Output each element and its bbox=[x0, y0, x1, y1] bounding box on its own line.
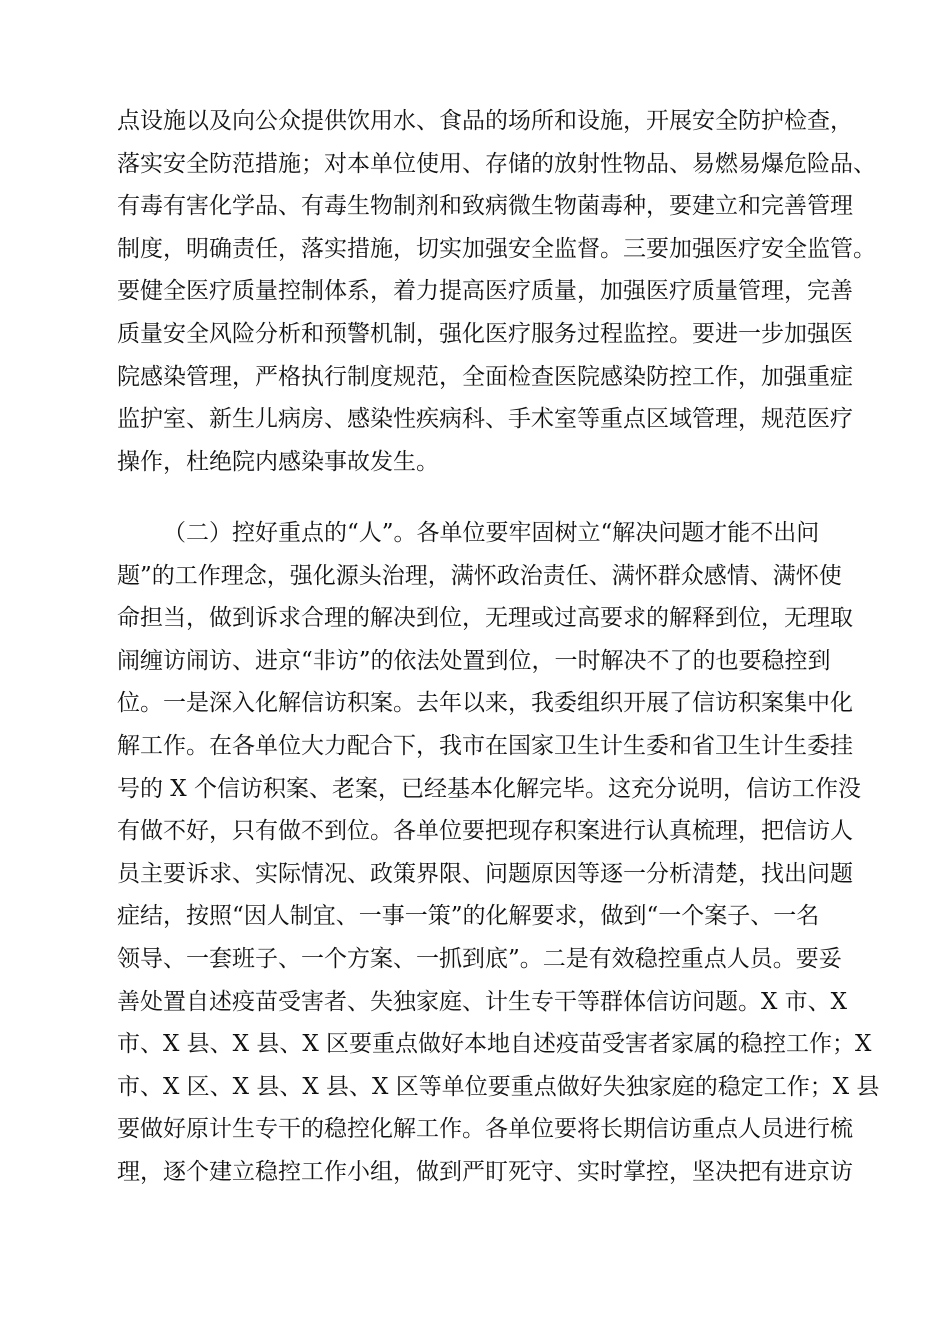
text-line: 要健全医疗质量控制体系，着力提高医疗质量，加强医疗质量管理，完善 bbox=[117, 278, 853, 305]
text-line: 解工作。在各单位大力配合下，我市在国家卫生计生委和省卫生计生委挂 bbox=[117, 732, 853, 759]
text-line: 质量安全风险分析和预警机制，强化医疗服务过程监控。要进一步加强医 bbox=[117, 320, 853, 347]
text-line: 善处置自述疫苗受害者、失独家庭、计生专干等群体信访问题。X 市、X bbox=[117, 988, 848, 1015]
text-line: 题”的工作理念，强化源头治理，满怀政治责任、满怀群众感情、满怀使 bbox=[117, 562, 842, 589]
text-line: 领导、一套班子、一个方案、一抓到底”。二是有效稳控重点人员。要妥 bbox=[117, 945, 842, 972]
text-line: 制度，明确责任，落实措施，切实加强安全监督。三要加强医疗安全监管。 bbox=[117, 235, 876, 262]
text-line: 有做不好，只有做不到位。各单位要把现存积案进行认真梳理，把信访人 bbox=[117, 818, 853, 845]
text-line: 有毒有害化学品、有毒生物制剂和致病微生物菌毒种，要建立和完善管理 bbox=[117, 193, 853, 220]
text-line: 号的 X 个信访积案、老案，已经基本化解完毕。这充分说明，信访工作没 bbox=[117, 775, 861, 802]
paragraph-medical-safety bbox=[117, 100, 876, 483]
paragraph-key-persons bbox=[117, 512, 880, 1194]
text-line: 症结，按照“因人制宜、一事一策”的化解要求，做到“一个案子、一名 bbox=[117, 903, 820, 930]
text-line: 要做好原计生专干的稳控化解工作。各单位要将长期信访重点人员进行梳 bbox=[117, 1116, 853, 1143]
text-line: 闹缠访闹访、进京“非访”的依法处置到位，一时解决不了的也要稳控到 bbox=[117, 647, 831, 674]
text-line: 落实安全防范措施；对本单位使用、存储的放射性物品、易燃易爆危险品、 bbox=[117, 150, 876, 177]
text-line-indented: （二）控好重点的“人”。各单位要牢固树立“解决问题才能不出问 bbox=[163, 520, 820, 546]
text-line: 命担当，做到诉求合理的解决到位，无理或过高要求的解释到位，无理取 bbox=[117, 605, 853, 632]
text-line: 理，逐个建立稳控工作小组，做到严盯死守、实时掌控，坚决把有进京访 bbox=[117, 1158, 853, 1185]
text-line: 点设施以及向公众提供饮用水、食品的场所和设施，开展安全防护检查， bbox=[117, 108, 853, 134]
text-line: 位。一是深入化解信访积案。去年以来，我委组织开展了信访积案集中化 bbox=[117, 690, 853, 717]
text-line: 员主要诉求、实际情况、政策界限、问题原因等逐一分析清楚，找出问题 bbox=[117, 860, 853, 887]
text-line: 院感染管理，严格执行制度规范，全面检查医院感染防控工作，加强重症 bbox=[117, 363, 853, 390]
text-line: 市、X 县、X 县、X 区要重点做好本地自述疫苗受害者家属的稳控工作；X bbox=[117, 1031, 872, 1058]
text-line: 市、X 区、X 县、X 县、X 区等单位要重点做好失独家庭的稳定工作；X 县 bbox=[117, 1073, 880, 1100]
text-line: 监护室、新生儿病房、感染性疾病科、手术室等重点区域管理，规范医疗 bbox=[117, 406, 853, 433]
text-line: 操作，杜绝院内感染事故发生。 bbox=[117, 448, 439, 475]
